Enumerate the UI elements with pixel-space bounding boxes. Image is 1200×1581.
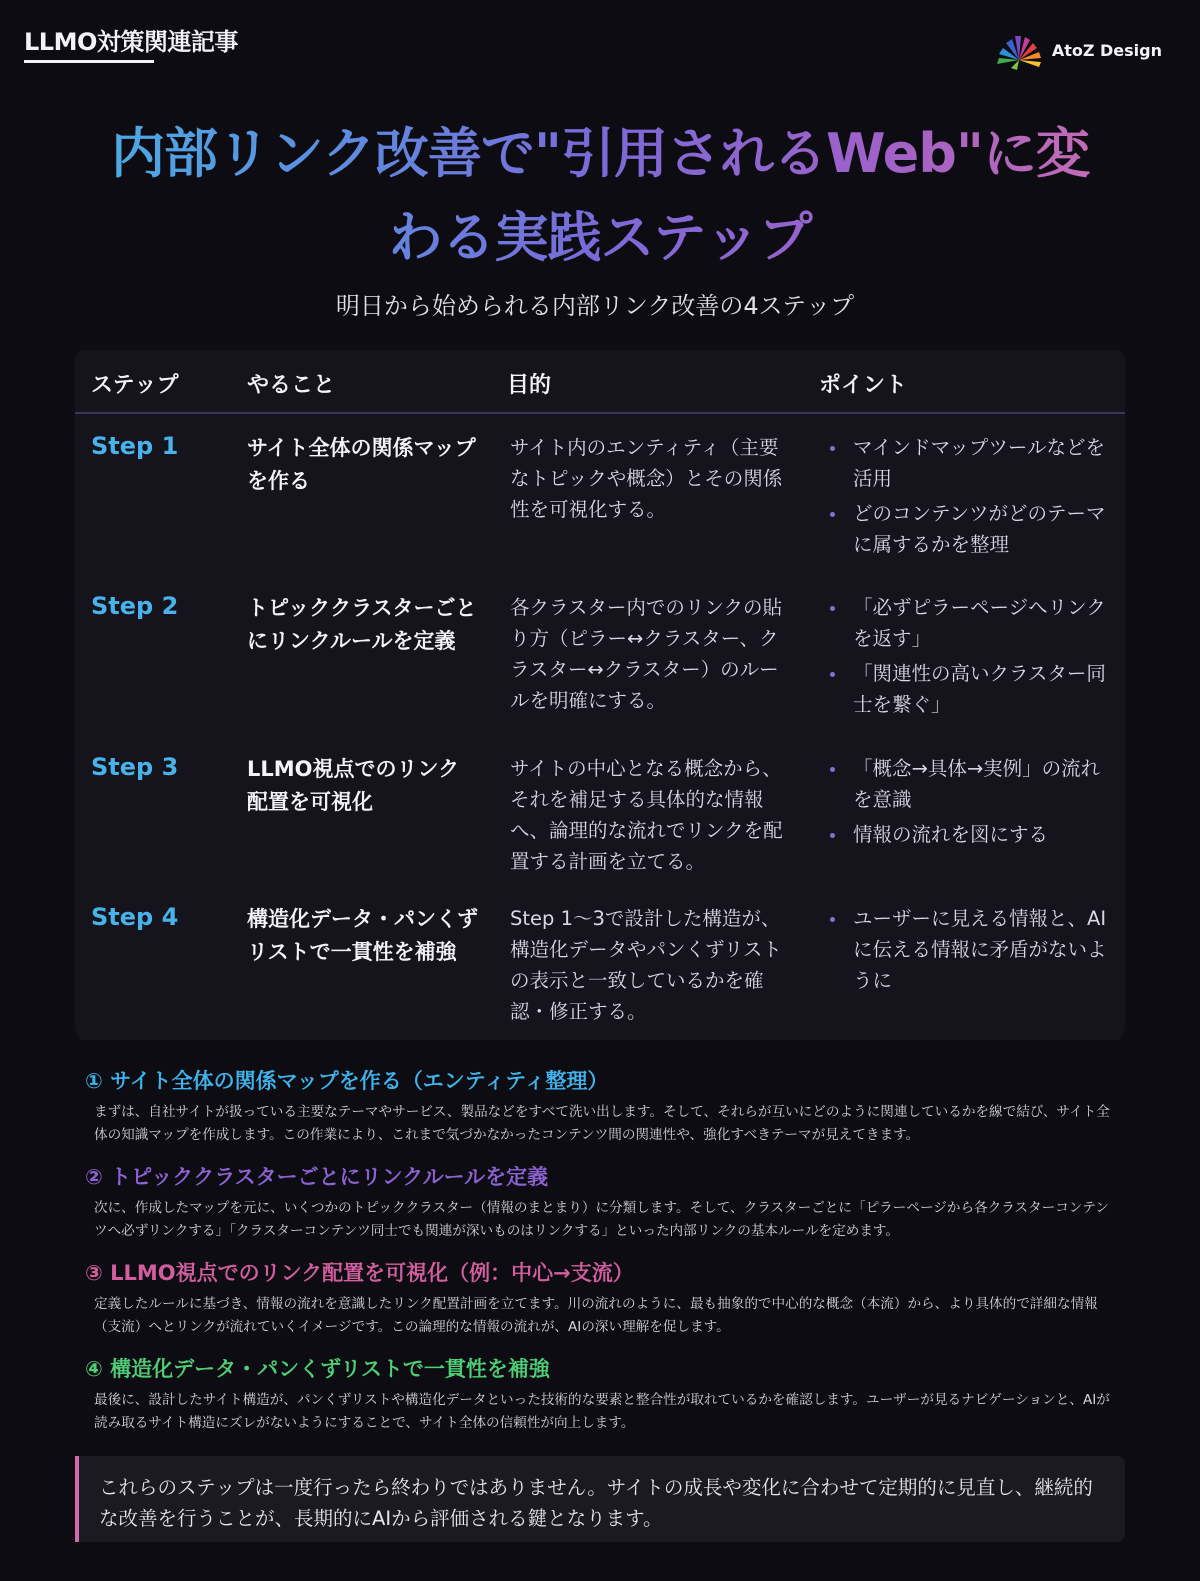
- point-text: 「概念→具体→実例」の流れを意識: [853, 757, 1101, 811]
- point-item: [823, 432, 1113, 494]
- step-points: [823, 903, 1113, 1000]
- section-heading: ② トピッククラスターごとにリンクルールを定義: [85, 1165, 549, 1189]
- step-label: Step 3: [91, 753, 179, 781]
- section-body: 定義したルールに基づき、情報の流れを意識したリンク配置計画を立てます。川の流れのように、最も抽象的で中心的な概念（本流）から、より具体的で詳細な情報（支流）へとリンクが流れていくイメージです。この論理的な情報の流れが、AIの深い理解を促します。: [94, 1296, 1098, 1335]
- point-item: [823, 903, 1113, 996]
- bullet-icon: [830, 512, 835, 517]
- brand: [994, 30, 1162, 70]
- step-points: [823, 592, 1113, 724]
- header-purpose: 目的: [507, 373, 552, 398]
- point-text: マインドマップツールなどを活用: [853, 436, 1105, 490]
- point-item: [823, 753, 1113, 815]
- point-item: [823, 658, 1113, 720]
- steps-table: [75, 350, 1125, 1040]
- bullet-icon: [830, 672, 835, 677]
- point-text: 「必ずピラーページへリンクを返す」: [853, 596, 1106, 650]
- bullet-icon: [830, 606, 835, 611]
- step-purpose: 各クラスター内でのリンクの貼り方（ピラー↔クラスター、クラスター↔クラスター）のルールを明確にする。: [510, 596, 783, 712]
- step-label: Step 2: [91, 592, 179, 620]
- point-item: [823, 498, 1113, 560]
- title-line-1: 内部リンク改善で"引用されるWeb"に変: [110, 122, 1090, 185]
- step-action: サイト全体の関係マップを作る: [247, 436, 476, 493]
- point-text: 「関連性の高いクラスター同士を繋ぐ」: [853, 662, 1106, 716]
- header-action: やること: [247, 373, 336, 398]
- point-item: [823, 592, 1113, 654]
- section-heading: ④ 構造化データ・パンくずリストで一貫性を補強: [85, 1357, 550, 1381]
- series-underline: [24, 60, 154, 63]
- section-body: まずは、自社サイトが扱っている主要なテーマやサービス、製品などをすべて洗い出します。そして、それらが互いにどのように関連しているかを線で結び、サイト全体の知識マップを作成します。この作業により、これまで気づかなかったコンテンツ間の関連性や、強化すべきテーマが見えてきます。: [94, 1104, 1110, 1143]
- series-label: LLMO対策関連記事: [24, 28, 238, 56]
- step-label: Step 4: [91, 903, 179, 931]
- step-action: 構造化データ・パンくずリストで一貫性を補強: [247, 907, 478, 964]
- brand-name: AtoZ Design: [1051, 40, 1162, 60]
- header-points: ポイント: [819, 373, 908, 398]
- step-points: [823, 753, 1113, 854]
- header-step: ステップ: [91, 373, 179, 398]
- point-text: どのコンテンツがどのテーマに属するかを整理: [853, 502, 1106, 556]
- bullet-icon: [830, 767, 835, 772]
- step-label: Step 1: [91, 432, 179, 460]
- section-body: 次に、作成したマップを元に、いくつかのトピッククラスター（情報のまとまり）に分類します。そして、クラスターごとに「ピラーページから各クラスターコンテンツへ必ずリンクする」「クラスターコンテンツ同士でも関連が深いものはリンクする」といった内部リンクの基本ルールを定めます。: [94, 1200, 1109, 1239]
- bullet-icon: [830, 917, 835, 922]
- section-2: [85, 1162, 1115, 1243]
- section-heading: ① サイト全体の関係マップを作る（エンティティ整理）: [85, 1069, 609, 1093]
- section-heading: ③ LLMO視点でのリンク配置を可視化（例：中心→支流）: [85, 1261, 634, 1285]
- point-item: [823, 819, 1113, 850]
- table-header: [75, 350, 1125, 414]
- step-action: トピッククラスターごとにリンクルールを定義: [247, 596, 477, 653]
- section-3: [85, 1258, 1115, 1339]
- step-purpose: サイト内のエンティティ（主要なトピックや概念）とその関係性を可視化する。: [510, 436, 783, 521]
- section-4: [85, 1354, 1115, 1435]
- brand-logo-icon: [994, 30, 1044, 70]
- section-body: 最後に、設計したサイト構造が、パンくずリストや構造化データといった技術的な要素と整合性が取れているかを確認します。ユーザーが見るナビゲーションと、AIが読み取るサイト構造にズレがないようにすることで、サイト全体の信頼性が向上します。: [94, 1392, 1110, 1431]
- step-action: LLMO視点でのリンク配置を可視化: [247, 757, 460, 814]
- step-purpose: サイトの中心となる概念から、それを補足する具体的な情報へ、論理的な流れでリンクを配置する計画を立てる。: [510, 757, 783, 873]
- step-purpose: Step 1〜3で設計した構造が、構造化データやパンくずリストの表示と一致しているかを確認・修正する。: [510, 907, 782, 1023]
- callout-note: これらのステップは一度行ったら終わりではありません。サイトの成長や変化に合わせて定期的に見直し、継続的な改善を行うことが、長期的にAIから評価される鍵となります。: [75, 1456, 1125, 1542]
- point-text: ユーザーに見える情報と、AIに伝える情報に矛盾がないように: [853, 907, 1107, 992]
- page-subtitle: 明日から始められる内部リンク改善の4ステップ: [335, 292, 855, 320]
- bullet-icon: [830, 833, 835, 838]
- bullet-icon: [830, 446, 835, 451]
- section-1: [85, 1066, 1115, 1147]
- title-line-2: わる実践ステップ: [388, 206, 812, 269]
- step-points: [823, 432, 1113, 564]
- point-text: 情報の流れを図にする: [853, 823, 1049, 846]
- page-title: [30, 112, 1170, 280]
